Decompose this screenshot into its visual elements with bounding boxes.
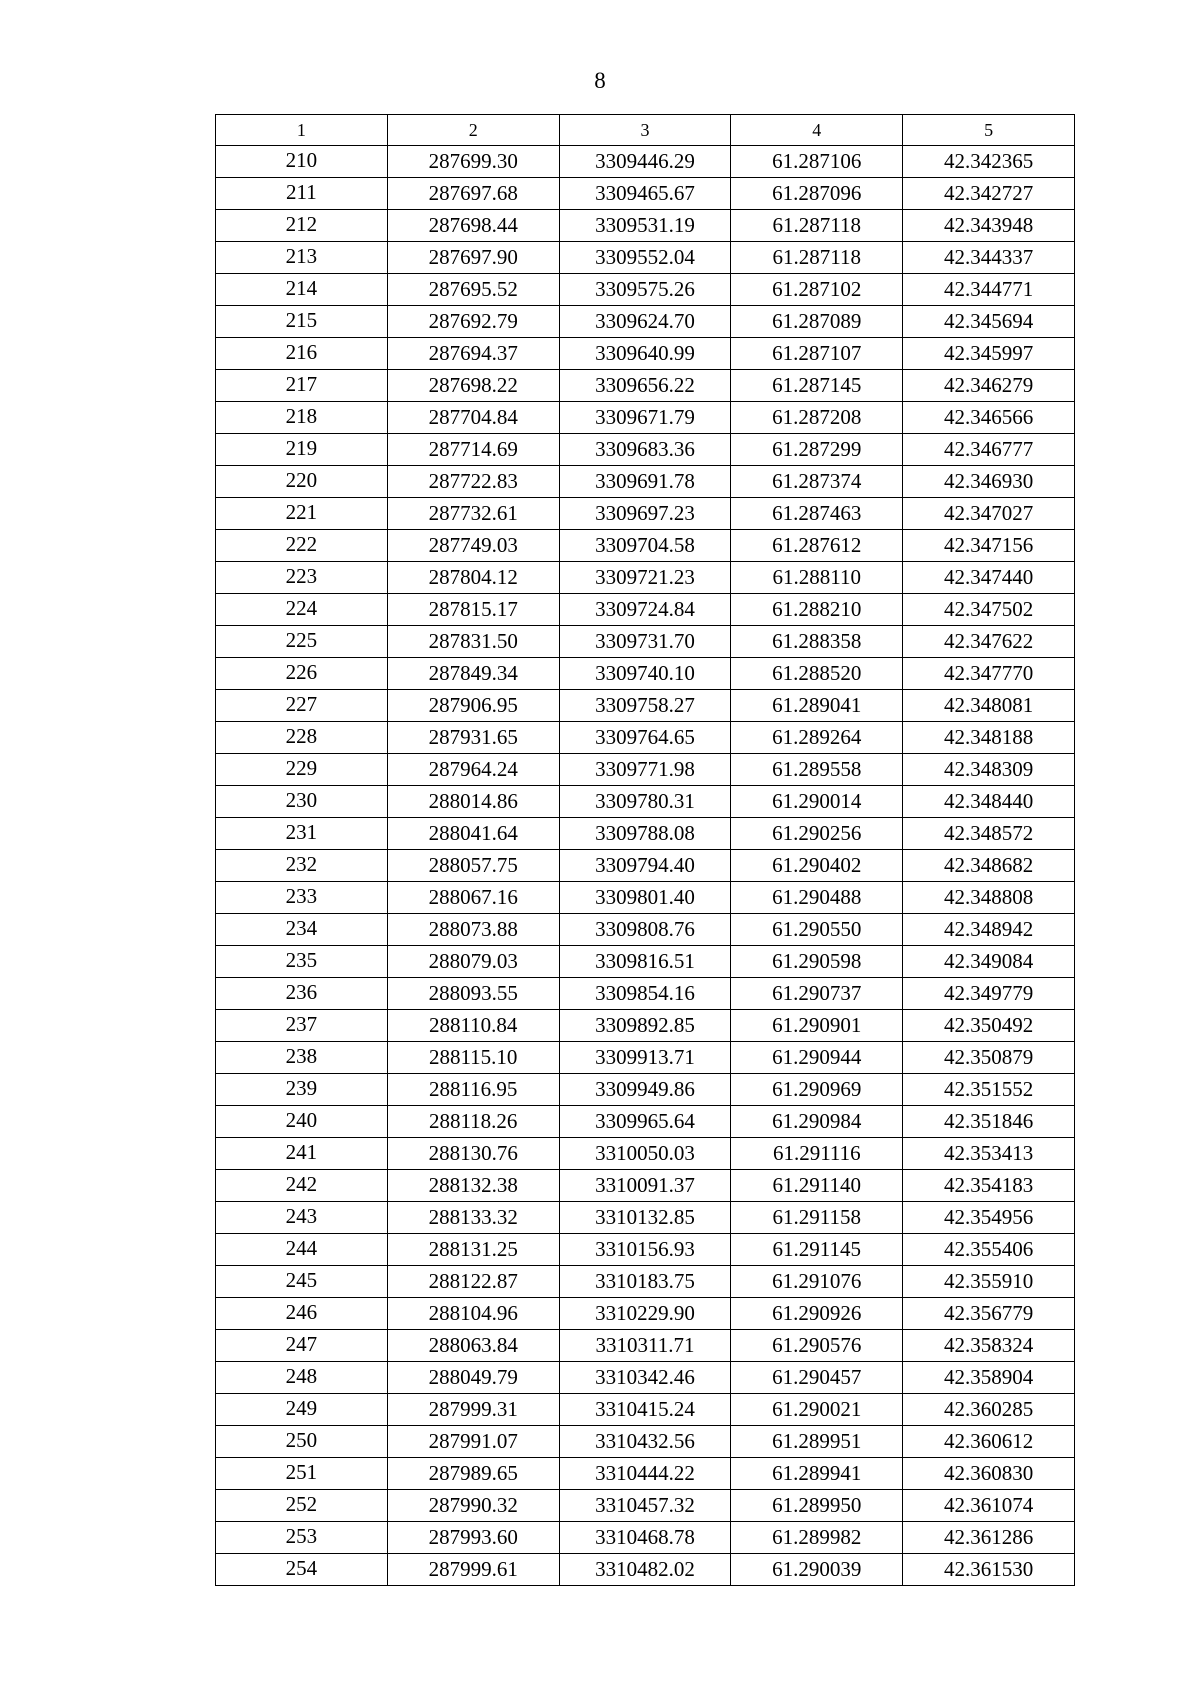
coordinate-cell: 61.287612 bbox=[731, 530, 903, 562]
coordinate-cell: 42.348440 bbox=[903, 786, 1075, 818]
coordinate-cell: 61.287089 bbox=[731, 306, 903, 338]
coordinate-cell: 42.360612 bbox=[903, 1426, 1075, 1458]
point-number-cell: 243 bbox=[216, 1202, 388, 1234]
coordinate-cell: 61.291145 bbox=[731, 1234, 903, 1266]
point-number-cell: 219 bbox=[216, 434, 388, 466]
point-number-cell: 238 bbox=[216, 1042, 388, 1074]
coordinate-cell: 288118.26 bbox=[387, 1106, 559, 1138]
coordinate-cell: 288131.25 bbox=[387, 1234, 559, 1266]
coordinate-cell: 287999.61 bbox=[387, 1554, 559, 1586]
coordinate-cell: 42.361074 bbox=[903, 1490, 1075, 1522]
coordinate-cell: 61.287463 bbox=[731, 498, 903, 530]
table-row bbox=[216, 562, 1075, 594]
coordinate-cell: 42.346777 bbox=[903, 434, 1075, 466]
coordinate-cell: 61.288210 bbox=[731, 594, 903, 626]
point-number-cell: 221 bbox=[216, 498, 388, 530]
coordinate-cell: 288110.84 bbox=[387, 1010, 559, 1042]
coordinate-cell: 61.287096 bbox=[731, 178, 903, 210]
coordinate-cell: 3309575.26 bbox=[559, 274, 731, 306]
coordinate-cell: 288093.55 bbox=[387, 978, 559, 1010]
coordinate-cell: 61.290457 bbox=[731, 1362, 903, 1394]
table-row bbox=[216, 1394, 1075, 1426]
coordinate-cell: 42.360285 bbox=[903, 1394, 1075, 1426]
coordinate-cell: 3309913.71 bbox=[559, 1042, 731, 1074]
table-row bbox=[216, 626, 1075, 658]
coordinate-cell: 61.290550 bbox=[731, 914, 903, 946]
table-row bbox=[216, 1522, 1075, 1554]
point-number-cell: 223 bbox=[216, 562, 388, 594]
table-row bbox=[216, 1202, 1075, 1234]
coordinate-cell: 3310342.46 bbox=[559, 1362, 731, 1394]
table-row bbox=[216, 658, 1075, 690]
coordinate-cell: 42.348309 bbox=[903, 754, 1075, 786]
table-row bbox=[216, 1330, 1075, 1362]
coordinate-cell: 42.356779 bbox=[903, 1298, 1075, 1330]
coordinate-cell: 3309704.58 bbox=[559, 530, 731, 562]
coordinate-cell: 42.354956 bbox=[903, 1202, 1075, 1234]
coordinate-cell: 61.291076 bbox=[731, 1266, 903, 1298]
coordinate-cell: 287714.69 bbox=[387, 434, 559, 466]
table-row bbox=[216, 178, 1075, 210]
coordinate-cell: 42.347027 bbox=[903, 498, 1075, 530]
point-number-cell: 239 bbox=[216, 1074, 388, 1106]
coordinate-cell: 3310457.32 bbox=[559, 1490, 731, 1522]
coordinate-cell: 42.345694 bbox=[903, 306, 1075, 338]
coordinate-cell: 3309788.08 bbox=[559, 818, 731, 850]
coordinate-cell: 3309731.70 bbox=[559, 626, 731, 658]
point-number-cell: 230 bbox=[216, 786, 388, 818]
coordinate-cell: 3310432.56 bbox=[559, 1426, 731, 1458]
table-row bbox=[216, 690, 1075, 722]
coordinate-cell: 42.347622 bbox=[903, 626, 1075, 658]
column-header: 4 bbox=[731, 115, 903, 146]
coordinate-cell: 287698.22 bbox=[387, 370, 559, 402]
coordinate-cell: 3310132.85 bbox=[559, 1202, 731, 1234]
table-row bbox=[216, 754, 1075, 786]
point-number-cell: 227 bbox=[216, 690, 388, 722]
point-number-cell: 246 bbox=[216, 1298, 388, 1330]
point-number-cell: 215 bbox=[216, 306, 388, 338]
coordinate-cell: 61.290256 bbox=[731, 818, 903, 850]
coordinate-cell: 61.290969 bbox=[731, 1074, 903, 1106]
table-row bbox=[216, 978, 1075, 1010]
point-number-cell: 253 bbox=[216, 1522, 388, 1554]
coordinate-cell: 287931.65 bbox=[387, 722, 559, 754]
coordinate-cell: 288122.87 bbox=[387, 1266, 559, 1298]
coordinate-cell: 287989.65 bbox=[387, 1458, 559, 1490]
point-number-cell: 224 bbox=[216, 594, 388, 626]
coordinate-cell: 288014.86 bbox=[387, 786, 559, 818]
coordinate-cell: 288079.03 bbox=[387, 946, 559, 978]
coordinate-cell: 61.290926 bbox=[731, 1298, 903, 1330]
point-number-cell: 250 bbox=[216, 1426, 388, 1458]
coordinate-cell: 42.355910 bbox=[903, 1266, 1075, 1298]
coordinates-table bbox=[215, 114, 1075, 1586]
point-number-cell: 252 bbox=[216, 1490, 388, 1522]
coordinate-cell: 3309758.27 bbox=[559, 690, 731, 722]
coordinate-cell: 42.361286 bbox=[903, 1522, 1075, 1554]
coordinate-cell: 287722.83 bbox=[387, 466, 559, 498]
coordinate-cell: 288057.75 bbox=[387, 850, 559, 882]
point-number-cell: 241 bbox=[216, 1138, 388, 1170]
coordinate-cell: 61.288110 bbox=[731, 562, 903, 594]
coordinate-cell: 61.290021 bbox=[731, 1394, 903, 1426]
point-number-cell: 228 bbox=[216, 722, 388, 754]
coordinate-cell: 3309794.40 bbox=[559, 850, 731, 882]
coordinate-cell: 61.289950 bbox=[731, 1490, 903, 1522]
coordinate-cell: 61.287118 bbox=[731, 210, 903, 242]
coordinate-cell: 3309656.22 bbox=[559, 370, 731, 402]
point-number-cell: 234 bbox=[216, 914, 388, 946]
table-row bbox=[216, 1170, 1075, 1202]
coordinate-cell: 3310444.22 bbox=[559, 1458, 731, 1490]
coordinate-cell: 61.287145 bbox=[731, 370, 903, 402]
table-row bbox=[216, 1138, 1075, 1170]
table-row bbox=[216, 338, 1075, 370]
coordinate-cell: 3310050.03 bbox=[559, 1138, 731, 1170]
coordinate-cell: 42.355406 bbox=[903, 1234, 1075, 1266]
coordinate-cell: 3309552.04 bbox=[559, 242, 731, 274]
column-header: 3 bbox=[559, 115, 731, 146]
point-number-cell: 210 bbox=[216, 146, 388, 178]
coordinate-cell: 42.342365 bbox=[903, 146, 1075, 178]
coordinate-cell: 61.289951 bbox=[731, 1426, 903, 1458]
coordinate-cell: 61.291158 bbox=[731, 1202, 903, 1234]
coordinate-cell: 42.349084 bbox=[903, 946, 1075, 978]
coordinate-cell: 42.343948 bbox=[903, 210, 1075, 242]
point-number-cell: 226 bbox=[216, 658, 388, 690]
point-number-cell: 251 bbox=[216, 1458, 388, 1490]
table-row bbox=[216, 818, 1075, 850]
coordinate-cell: 42.347156 bbox=[903, 530, 1075, 562]
coordinate-cell: 288132.38 bbox=[387, 1170, 559, 1202]
coordinate-cell: 61.289041 bbox=[731, 690, 903, 722]
coordinate-cell: 42.349779 bbox=[903, 978, 1075, 1010]
coordinate-cell: 61.290014 bbox=[731, 786, 903, 818]
point-number-cell: 225 bbox=[216, 626, 388, 658]
table-row bbox=[216, 530, 1075, 562]
coordinate-cell: 42.350492 bbox=[903, 1010, 1075, 1042]
coordinate-cell: 3309949.86 bbox=[559, 1074, 731, 1106]
coordinate-cell: 61.290984 bbox=[731, 1106, 903, 1138]
point-number-cell: 212 bbox=[216, 210, 388, 242]
table-row bbox=[216, 434, 1075, 466]
table-row bbox=[216, 914, 1075, 946]
table-row bbox=[216, 1234, 1075, 1266]
coordinate-cell: 3309740.10 bbox=[559, 658, 731, 690]
coordinate-cell: 287749.03 bbox=[387, 530, 559, 562]
table-row bbox=[216, 850, 1075, 882]
coordinate-cell: 61.287106 bbox=[731, 146, 903, 178]
point-number-cell: 235 bbox=[216, 946, 388, 978]
coordinate-cell: 3309965.64 bbox=[559, 1106, 731, 1138]
coordinate-cell: 42.350879 bbox=[903, 1042, 1075, 1074]
table-row bbox=[216, 210, 1075, 242]
coordinate-cell: 42.348188 bbox=[903, 722, 1075, 754]
coordinate-cell: 61.291116 bbox=[731, 1138, 903, 1170]
table-row bbox=[216, 1426, 1075, 1458]
coordinate-cell: 61.287374 bbox=[731, 466, 903, 498]
point-number-cell: 211 bbox=[216, 178, 388, 210]
table-row bbox=[216, 1106, 1075, 1138]
coordinate-cell: 42.361530 bbox=[903, 1554, 1075, 1586]
table-row bbox=[216, 1298, 1075, 1330]
coordinate-cell: 61.290598 bbox=[731, 946, 903, 978]
coordinate-cell: 3309892.85 bbox=[559, 1010, 731, 1042]
coordinate-cell: 42.344337 bbox=[903, 242, 1075, 274]
coordinate-cell: 287694.37 bbox=[387, 338, 559, 370]
point-number-cell: 240 bbox=[216, 1106, 388, 1138]
coordinate-cell: 3309801.40 bbox=[559, 882, 731, 914]
coordinate-cell: 3310482.02 bbox=[559, 1554, 731, 1586]
coordinate-cell: 42.354183 bbox=[903, 1170, 1075, 1202]
coordinate-cell: 42.358324 bbox=[903, 1330, 1075, 1362]
coordinate-cell: 3310183.75 bbox=[559, 1266, 731, 1298]
coordinate-cell: 3309724.84 bbox=[559, 594, 731, 626]
coordinate-cell: 61.288358 bbox=[731, 626, 903, 658]
table-body bbox=[216, 146, 1075, 1586]
table-row bbox=[216, 1010, 1075, 1042]
coordinate-cell: 61.289558 bbox=[731, 754, 903, 786]
coordinate-cell: 61.289982 bbox=[731, 1522, 903, 1554]
coordinate-cell: 61.288520 bbox=[731, 658, 903, 690]
coordinate-cell: 3309691.78 bbox=[559, 466, 731, 498]
coordinate-cell: 61.291140 bbox=[731, 1170, 903, 1202]
coordinate-cell: 61.287299 bbox=[731, 434, 903, 466]
coordinate-cell: 3309624.70 bbox=[559, 306, 731, 338]
coordinate-cell: 288063.84 bbox=[387, 1330, 559, 1362]
coordinate-cell: 287732.61 bbox=[387, 498, 559, 530]
coordinate-cell: 42.351846 bbox=[903, 1106, 1075, 1138]
coordinate-cell: 287991.07 bbox=[387, 1426, 559, 1458]
table-row bbox=[216, 242, 1075, 274]
table-row bbox=[216, 1266, 1075, 1298]
coordinate-cell: 61.290039 bbox=[731, 1554, 903, 1586]
coordinate-cell: 61.290901 bbox=[731, 1010, 903, 1042]
table-row bbox=[216, 306, 1075, 338]
table-row bbox=[216, 274, 1075, 306]
coordinate-cell: 287697.68 bbox=[387, 178, 559, 210]
coordinate-cell: 3309771.98 bbox=[559, 754, 731, 786]
coordinate-cell: 42.351552 bbox=[903, 1074, 1075, 1106]
page-number: 8 bbox=[594, 68, 606, 93]
table-row bbox=[216, 1042, 1075, 1074]
point-number-cell: 222 bbox=[216, 530, 388, 562]
point-number-cell: 233 bbox=[216, 882, 388, 914]
coordinate-cell: 287699.30 bbox=[387, 146, 559, 178]
coordinate-cell: 42.353413 bbox=[903, 1138, 1075, 1170]
coordinate-cell: 3309816.51 bbox=[559, 946, 731, 978]
coordinate-cell: 42.345997 bbox=[903, 338, 1075, 370]
coordinate-cell: 3309446.29 bbox=[559, 146, 731, 178]
table-row bbox=[216, 1362, 1075, 1394]
table-row bbox=[216, 1074, 1075, 1106]
table-row bbox=[216, 146, 1075, 178]
coordinate-cell: 42.347770 bbox=[903, 658, 1075, 690]
point-number-cell: 216 bbox=[216, 338, 388, 370]
table-row bbox=[216, 594, 1075, 626]
coordinate-cell: 288073.88 bbox=[387, 914, 559, 946]
coordinate-cell: 287831.50 bbox=[387, 626, 559, 658]
coordinate-cell: 42.346930 bbox=[903, 466, 1075, 498]
coordinate-cell: 3309854.16 bbox=[559, 978, 731, 1010]
point-number-cell: 220 bbox=[216, 466, 388, 498]
point-number-cell: 249 bbox=[216, 1394, 388, 1426]
point-number-cell: 229 bbox=[216, 754, 388, 786]
coordinate-cell: 287849.34 bbox=[387, 658, 559, 690]
coordinate-cell: 287993.60 bbox=[387, 1522, 559, 1554]
point-number-cell: 237 bbox=[216, 1010, 388, 1042]
coordinate-cell: 288104.96 bbox=[387, 1298, 559, 1330]
coordinate-cell: 288115.10 bbox=[387, 1042, 559, 1074]
coordinate-cell: 61.290402 bbox=[731, 850, 903, 882]
coordinate-cell: 42.348081 bbox=[903, 690, 1075, 722]
coordinate-cell: 42.346279 bbox=[903, 370, 1075, 402]
coordinate-cell: 42.346566 bbox=[903, 402, 1075, 434]
coordinate-cell: 287698.44 bbox=[387, 210, 559, 242]
column-header: 1 bbox=[216, 115, 388, 146]
table-row bbox=[216, 402, 1075, 434]
coordinate-cell: 3309764.65 bbox=[559, 722, 731, 754]
coordinate-cell: 61.289941 bbox=[731, 1458, 903, 1490]
coordinate-cell: 3309683.36 bbox=[559, 434, 731, 466]
table-row bbox=[216, 882, 1075, 914]
column-header: 5 bbox=[903, 115, 1075, 146]
table-row bbox=[216, 786, 1075, 818]
coordinate-cell: 61.290576 bbox=[731, 1330, 903, 1362]
point-number-cell: 217 bbox=[216, 370, 388, 402]
coordinate-cell: 42.344771 bbox=[903, 274, 1075, 306]
coordinate-cell: 61.287118 bbox=[731, 242, 903, 274]
coordinate-cell: 61.289264 bbox=[731, 722, 903, 754]
point-number-cell: 218 bbox=[216, 402, 388, 434]
coordinate-cell: 3309671.79 bbox=[559, 402, 731, 434]
point-number-cell: 254 bbox=[216, 1554, 388, 1586]
table-row bbox=[216, 498, 1075, 530]
coordinate-cell: 3309640.99 bbox=[559, 338, 731, 370]
coordinate-cell: 3310091.37 bbox=[559, 1170, 731, 1202]
point-number-cell: 245 bbox=[216, 1266, 388, 1298]
point-number-cell: 248 bbox=[216, 1362, 388, 1394]
coordinate-cell: 288067.16 bbox=[387, 882, 559, 914]
coordinate-cell: 61.287107 bbox=[731, 338, 903, 370]
table-row bbox=[216, 1554, 1075, 1586]
coordinate-cell: 287695.52 bbox=[387, 274, 559, 306]
coordinate-cell: 287990.32 bbox=[387, 1490, 559, 1522]
table-row bbox=[216, 1490, 1075, 1522]
point-number-cell: 244 bbox=[216, 1234, 388, 1266]
coordinate-cell: 287999.31 bbox=[387, 1394, 559, 1426]
point-number-cell: 213 bbox=[216, 242, 388, 274]
table-row bbox=[216, 466, 1075, 498]
coordinate-cell: 3309697.23 bbox=[559, 498, 731, 530]
point-number-cell: 214 bbox=[216, 274, 388, 306]
coordinate-cell: 42.348942 bbox=[903, 914, 1075, 946]
coordinate-cell: 42.348808 bbox=[903, 882, 1075, 914]
coordinate-cell: 3310229.90 bbox=[559, 1298, 731, 1330]
coordinate-cell: 288049.79 bbox=[387, 1362, 559, 1394]
coordinate-cell: 42.347502 bbox=[903, 594, 1075, 626]
coordinate-cell: 288041.64 bbox=[387, 818, 559, 850]
coordinate-cell: 288116.95 bbox=[387, 1074, 559, 1106]
coordinate-cell: 61.287208 bbox=[731, 402, 903, 434]
coordinate-cell: 287697.90 bbox=[387, 242, 559, 274]
coordinate-cell: 42.342727 bbox=[903, 178, 1075, 210]
coordinate-cell: 3310468.78 bbox=[559, 1522, 731, 1554]
point-number-cell: 247 bbox=[216, 1330, 388, 1362]
coordinate-cell: 42.360830 bbox=[903, 1458, 1075, 1490]
coordinate-cell: 61.290488 bbox=[731, 882, 903, 914]
coordinate-cell: 61.290737 bbox=[731, 978, 903, 1010]
coordinate-cell: 288130.76 bbox=[387, 1138, 559, 1170]
coordinate-cell: 3309780.31 bbox=[559, 786, 731, 818]
coordinate-cell: 287704.84 bbox=[387, 402, 559, 434]
coordinate-cell: 61.287102 bbox=[731, 274, 903, 306]
coordinate-cell: 42.348572 bbox=[903, 818, 1075, 850]
table-row bbox=[216, 1458, 1075, 1490]
coordinate-cell: 42.358904 bbox=[903, 1362, 1075, 1394]
coordinate-cell: 3309465.67 bbox=[559, 178, 731, 210]
coordinate-cell: 3310415.24 bbox=[559, 1394, 731, 1426]
coordinate-cell: 287964.24 bbox=[387, 754, 559, 786]
point-number-cell: 236 bbox=[216, 978, 388, 1010]
coordinate-cell: 3310156.93 bbox=[559, 1234, 731, 1266]
coordinate-cell: 42.347440 bbox=[903, 562, 1075, 594]
coordinate-cell: 3309531.19 bbox=[559, 210, 731, 242]
table-header-row bbox=[216, 115, 1075, 146]
coordinate-cell: 287804.12 bbox=[387, 562, 559, 594]
coordinate-cell: 3310311.71 bbox=[559, 1330, 731, 1362]
coordinate-cell: 288133.32 bbox=[387, 1202, 559, 1234]
coordinate-cell: 61.290944 bbox=[731, 1042, 903, 1074]
coordinate-cell: 287906.95 bbox=[387, 690, 559, 722]
coordinate-cell: 3309721.23 bbox=[559, 562, 731, 594]
point-number-cell: 242 bbox=[216, 1170, 388, 1202]
point-number-cell: 231 bbox=[216, 818, 388, 850]
table-row bbox=[216, 946, 1075, 978]
column-header: 2 bbox=[387, 115, 559, 146]
table-row bbox=[216, 370, 1075, 402]
table-row bbox=[216, 722, 1075, 754]
coordinate-cell: 287692.79 bbox=[387, 306, 559, 338]
coordinate-cell: 287815.17 bbox=[387, 594, 559, 626]
coordinate-cell: 3309808.76 bbox=[559, 914, 731, 946]
point-number-cell: 232 bbox=[216, 850, 388, 882]
coordinate-cell: 42.348682 bbox=[903, 850, 1075, 882]
